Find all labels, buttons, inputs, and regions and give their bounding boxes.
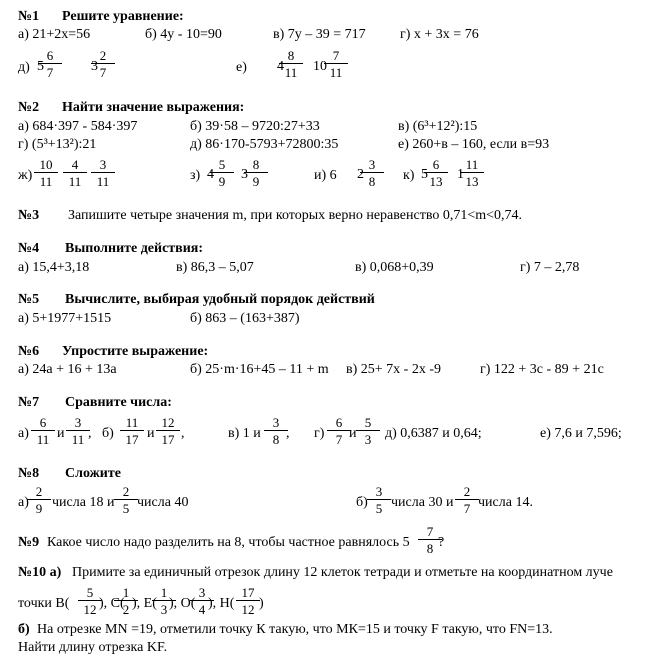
task8-title: Сложите [65, 466, 121, 481]
task10-b-question: Найти длину отрезка KF. [18, 640, 168, 655]
task2-i-label: и) 6 [314, 168, 337, 183]
task2-e: е) 260+в – 160, если в=93 [398, 137, 550, 152]
task2-d: д) 86·170-5793+72800:35 [190, 137, 339, 152]
task10-sep: ), Н( [208, 596, 235, 611]
mixed-whole: 1 [457, 167, 464, 182]
task5-a: а) 5+1977+1515 [18, 311, 112, 326]
fraction: 10 11 [34, 158, 58, 188]
task7-e: е) 7,6 и 7,596; [540, 426, 622, 441]
fraction: 8 9 [244, 158, 268, 188]
task8-a-text2: числа 40 [137, 495, 189, 510]
mixed-whole: 3 [241, 167, 248, 182]
fraction: 3 11 [91, 158, 115, 188]
task7-number: №7 [18, 395, 40, 410]
mixed-whole: 4 [207, 167, 214, 182]
task1-b: б) 4у - 10=90 [145, 27, 222, 42]
fraction: 6 7 [327, 416, 351, 446]
fraction: 1 3 [152, 586, 176, 616]
task8-b-label: б) [356, 495, 368, 510]
fraction: 2 9 [27, 485, 51, 515]
fraction: 8 11 [279, 49, 303, 79]
task4-number: №4 [18, 241, 40, 256]
fraction: 11 13 [460, 158, 484, 188]
task2-k-label: к) [403, 168, 415, 183]
task10-b-label: б) [18, 622, 30, 637]
fraction: 3 11 [66, 416, 90, 446]
fraction: 3 8 [264, 416, 288, 446]
task7-a-label: а) [18, 426, 29, 441]
task4-b: в) 86,3 – 5,07 [176, 260, 254, 275]
task6-a: а) 24а + 16 + 13а [18, 362, 117, 377]
task2-number: №2 [18, 100, 40, 115]
task1-v: в) 7у – 39 = 717 [273, 27, 366, 42]
task9-number: №9 [18, 535, 40, 550]
mixed-whole: 3 [91, 59, 98, 74]
task7-v-label: в) 1 и [228, 426, 261, 441]
task3-text: Запишите четыре значения m, при которых верно неравенство 0,71<m<0,74. [68, 208, 523, 223]
task5-title: Вычислите, выбирая удобный порядок действий [65, 292, 375, 307]
fraction: 11 17 [120, 416, 144, 446]
comma: , [286, 426, 290, 441]
task10-text: Примите за единичный отрезок длину 12 клеток тетради и отметьте на координатном луче [72, 565, 613, 580]
task9-text: Какое число надо разделить на 8, чтобы частное равнялось 5 [47, 535, 410, 550]
mixed-whole: 5 [37, 59, 44, 74]
fraction: 2 7 [91, 49, 115, 79]
task5-b: б) 863 – (163+387) [190, 311, 300, 326]
fraction: 3 5 [367, 485, 391, 515]
fraction: 3 4 [190, 586, 214, 616]
fraction: 1 2 [114, 586, 138, 616]
task7-title: Сравните числа: [65, 395, 172, 410]
mixed-whole: 10 [313, 59, 327, 74]
fraction: 5 9 [210, 158, 234, 188]
task2-v: в) (6³+12²):15 [398, 119, 478, 134]
fraction: 12 17 [156, 416, 180, 446]
mixed-whole: 5 [421, 167, 428, 182]
mixed-whole: 4 [277, 59, 284, 74]
task8-b-text2: числа 14. [478, 495, 533, 510]
task8-a-text1: числа 18 и [52, 495, 115, 510]
task6-g: г) 122 + 3с - 89 + 21с [480, 362, 604, 377]
task7-b-label: б) [102, 426, 114, 441]
task8-b-text1: числа 30 и [391, 495, 454, 510]
task1-number: №1 [18, 9, 40, 24]
task9-question-mark: ? [438, 535, 445, 550]
task1-a: а) 21+2х=56 [18, 27, 91, 42]
task1-title: Решите уравнение: [62, 9, 184, 24]
fraction: 7 8 [418, 525, 442, 555]
task10-points-label: точки В( [18, 596, 70, 611]
fraction: 4 11 [63, 158, 87, 188]
task2-title: Найти значение выражения: [62, 100, 245, 115]
fraction: 17 12 [236, 586, 260, 616]
task2-a: а) 684·397 - 584·397 [18, 119, 138, 134]
task6-number: №6 [18, 344, 40, 359]
task2-zh-label: ж) [18, 168, 33, 183]
mixed-whole: 2 [357, 167, 364, 182]
task10-sep: ), О( [169, 596, 196, 611]
task4-g: г) 7 – 2,78 [520, 260, 580, 275]
fraction: 7 11 [324, 49, 348, 79]
task10-sep: ), Е( [132, 596, 157, 611]
word-and: и [349, 426, 357, 441]
task6-b: б) 25·m·16+45 – 11 + m [190, 362, 329, 377]
task4-title: Выполните действия: [65, 241, 204, 256]
task7-g-label: г) [314, 426, 325, 441]
task2-b: б) 39·58 – 9720:27+33 [190, 119, 320, 134]
task1-g: г) х + 3х = 76 [400, 27, 479, 42]
task10-b-text: На отрезке MN =19, отметили точку К такую, что МК=15 и точку F такую, что FN=13. [37, 622, 553, 637]
comma: , [88, 426, 92, 441]
task3-number: №3 [18, 208, 40, 223]
fraction: 2 5 [114, 485, 138, 515]
task10-sep: ) [259, 596, 264, 611]
task2-z-label: з) [190, 168, 201, 183]
fraction: 6 13 [424, 158, 448, 188]
task5-number: №5 [18, 292, 40, 307]
word-and: и [57, 426, 65, 441]
task2-g: г) (5³+13²):21 [18, 137, 97, 152]
fraction: 6 11 [31, 416, 55, 446]
fraction: 5 12 [78, 586, 102, 616]
task10-sep: ), С( [99, 596, 125, 611]
task1-d-label: д) [18, 60, 30, 75]
task8-a-label: а) [18, 495, 29, 510]
fraction: 5 3 [356, 416, 380, 446]
task8-number: №8 [18, 466, 40, 481]
task4-v: в) 0,068+0,39 [355, 260, 434, 275]
fraction: 2 7 [455, 485, 479, 515]
word-and: и [147, 426, 155, 441]
task7-d: д) 0,6387 и 0,64; [385, 426, 482, 441]
fraction: 3 8 [360, 158, 384, 188]
comma: , [181, 426, 185, 441]
task4-a: а) 15,4+3,18 [18, 260, 90, 275]
fraction: 6 7 [38, 49, 62, 79]
task6-title: Упростите выражение: [62, 344, 209, 359]
task10-number: №10 а) [18, 565, 62, 580]
task1-e-label: е) [236, 60, 247, 75]
task6-v: в) 25+ 7х - 2х -9 [346, 362, 441, 377]
